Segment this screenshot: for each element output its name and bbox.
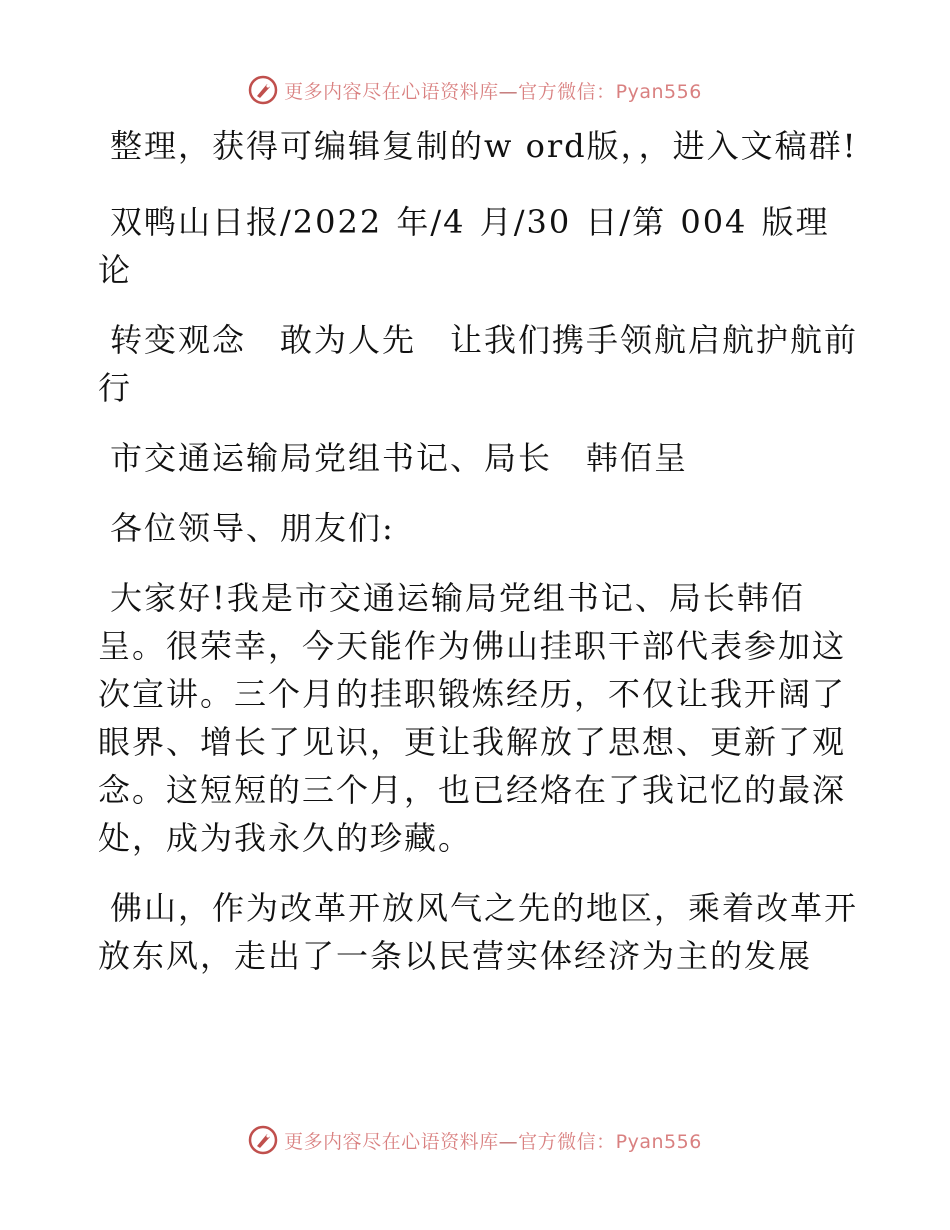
body-paragraph: 大家好!我是市交通运输局党组书记、局长韩佰呈。很荣幸，今天能作为佛山挂职干部代表参加这次宣讲。三个月的挂职锻炼经历，不仅让我开阔了眼界、增长了见识，更让我解放了思想、更新了观念。这短短的三个月，也已经烙在了我记忆的最深处，成为我永久的珍藏。 [98,579,847,857]
document-body [98,122,858,1008]
banner-text [284,77,702,104]
header-banner [0,70,950,110]
banner-main-text: 更多内容尽在心语资料库 [284,80,499,103]
article-title: 转变观念 敢为人先 让我们携手领航启航护航前行 [98,321,859,407]
banner-suffix-text: 官方微信：Pyan556 [518,80,702,103]
intro-line: 整理，获得可编辑复制的w ord版，，进入文稿群! [110,127,858,165]
banner-suffix-text: 官方微信：Pyan556 [518,1130,702,1153]
body-paragraph: 佛山，作为改革开放风气之先的地区，乘着改革开放东风，走出了一条以民营实体经济为主的发展 [98,889,859,975]
pen-nib-logo-icon [248,1125,278,1155]
author-line: 市交通运输局党组书记、局长 韩佰呈 [110,439,689,477]
banner-text [284,1127,702,1154]
banner-main-text: 更多内容尽在心语资料库 [284,1130,499,1153]
salutation: 各位领导、朋友们: [110,509,395,547]
banner-separator: — [498,80,519,103]
pen-nib-logo-icon [248,75,278,105]
footer-banner [0,1120,950,1160]
banner-separator: — [498,1130,519,1153]
source-line: 双鸭山日报/2022 年/4 月/30 日/第 004 版理论 [98,203,830,289]
